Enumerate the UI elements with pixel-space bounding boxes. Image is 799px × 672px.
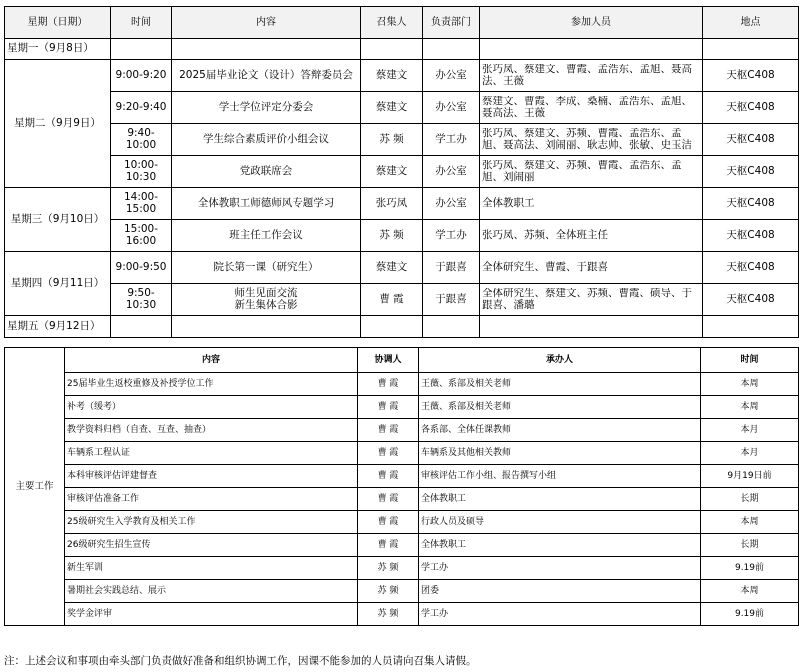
meeting-location: 天枢C408: [703, 60, 799, 92]
table-row: [5, 92, 799, 124]
meeting-time: 9:00-9:20: [111, 60, 172, 92]
meeting-convener: 苏 频: [361, 220, 423, 252]
header-content: 内容: [172, 7, 361, 39]
task-organizer: 全体教职工: [419, 534, 701, 557]
meeting-convener: 蔡建文: [361, 92, 423, 124]
task-coordinator: 曹 霞: [358, 442, 419, 465]
meeting-dept: 学工办: [423, 124, 480, 156]
table-row: [5, 465, 799, 488]
task-coordinator: 苏 频: [358, 580, 419, 603]
meeting-content: 班主任工作会议: [172, 220, 361, 252]
day-monday: 星期一（9月8日）: [5, 39, 111, 60]
meeting-convener: 苏 频: [361, 124, 423, 156]
meeting-convener: 蔡建文: [361, 252, 423, 284]
task-organizer: 团委: [419, 580, 701, 603]
tasks-header-row: [5, 348, 799, 373]
task-coordinator: 曹 霞: [358, 419, 419, 442]
task-content: 车辆系工程认证: [65, 442, 358, 465]
meeting-dept: 办公室: [423, 92, 480, 124]
task-time: 长期: [701, 488, 799, 511]
meeting-content: 院长第一课（研究生）: [172, 252, 361, 284]
meeting-convener: 蔡建文: [361, 60, 423, 92]
meeting-convener: 张巧凤: [361, 188, 423, 220]
task-time: 本周: [701, 580, 799, 603]
tasks-section-label: 主要工作: [5, 348, 65, 626]
task-coordinator: 曹 霞: [358, 465, 419, 488]
task-organizer: 学工办: [419, 603, 701, 626]
task-content: 教学资料归档（自查、互查、抽查）: [65, 419, 358, 442]
table-row: [5, 188, 799, 220]
meeting-convener: 蔡建文: [361, 156, 423, 188]
meeting-participants: 张巧凤、苏频、全体班主任: [480, 220, 703, 252]
meeting-participants: 张巧凤、蔡建文、曹霞、孟浩东、孟旭、聂高法、王薇: [480, 60, 703, 92]
meeting-time: 15:00-16:00: [111, 220, 172, 252]
tasks-header-organizer: 承办人: [419, 348, 701, 373]
meeting-dept: 于跟喜: [423, 284, 480, 316]
task-organizer: 全体教职工: [419, 488, 701, 511]
task-content: 奖学金评审: [65, 603, 358, 626]
meeting-location: 天枢C408: [703, 124, 799, 156]
meeting-participants: 全体研究生、曹霞、于跟喜: [480, 252, 703, 284]
table-row: [5, 442, 799, 465]
meeting-content: 师生见面交流 新生集体合影: [172, 284, 361, 316]
header-day: 星期（日期）: [5, 7, 111, 39]
friday-row: [5, 316, 799, 338]
meeting-participants: 张巧凤、蔡建文、苏频、曹霞、孟浩东、孟旭、刘闹丽: [480, 156, 703, 188]
task-time: 9.19前: [701, 557, 799, 580]
meeting-dept: 学工办: [423, 220, 480, 252]
meeting-location: 天枢C408: [703, 92, 799, 124]
meeting-participants: 蔡建文、曹霞、李成、桑楠、孟浩东、孟旭、聂高法、王薇: [480, 92, 703, 124]
task-coordinator: 苏 频: [358, 557, 419, 580]
meeting-time: 9:50-10:30: [111, 284, 172, 316]
task-coordinator: 曹 霞: [358, 488, 419, 511]
meeting-participants: 全体教职工: [480, 188, 703, 220]
meeting-dept: 于跟喜: [423, 252, 480, 284]
table-row: [5, 580, 799, 603]
task-organizer: 车辆系及其他相关教师: [419, 442, 701, 465]
task-time: 本月: [701, 419, 799, 442]
meeting-time: 9:40-10:00: [111, 124, 172, 156]
header-time: 时间: [111, 7, 172, 39]
header-participants: 参加人员: [480, 7, 703, 39]
task-time: 长期: [701, 534, 799, 557]
day-friday: 星期五（9月12日）: [5, 316, 111, 338]
table-row: [5, 557, 799, 580]
meeting-time: 10:00-10:30: [111, 156, 172, 188]
task-coordinator: 曹 霞: [358, 511, 419, 534]
meeting-location: 天枢C408: [703, 220, 799, 252]
task-time: 本月: [701, 442, 799, 465]
meeting-location: 天枢C408: [703, 284, 799, 316]
meeting-content: 全体教职工师德师风专题学习: [172, 188, 361, 220]
task-content: 暑期社会实践总结、展示: [65, 580, 358, 603]
meeting-content: 学士学位评定分委会: [172, 92, 361, 124]
meeting-participants: 全体研究生、蔡建文、苏频、曹霞、硕导、于跟喜、潘璐: [480, 284, 703, 316]
task-organizer: 学工办: [419, 557, 701, 580]
task-organizer: 王薇、系部及相关老师: [419, 396, 701, 419]
task-content: 本科审核评估评建督查: [65, 465, 358, 488]
task-organizer: 王薇、系部及相关老师: [419, 373, 701, 396]
task-coordinator: 苏 频: [358, 603, 419, 626]
task-content: 补考（缓考）: [65, 396, 358, 419]
tasks-header-coordinator: 协调人: [358, 348, 419, 373]
monday-row: [5, 39, 799, 60]
task-coordinator: 曹 霞: [358, 373, 419, 396]
task-content: 新生军训: [65, 557, 358, 580]
table-row: [5, 124, 799, 156]
meeting-location: 天枢C408: [703, 188, 799, 220]
main-tasks-table: [4, 347, 799, 626]
task-time: 本周: [701, 396, 799, 419]
table-row: [5, 603, 799, 626]
meeting-participants: 张巧凤、蔡建文、苏频、曹霞、孟浩东、孟旭、聂高法、刘闹丽、耿志帅、张敏、史玉洁: [480, 124, 703, 156]
day-wednesday: 星期三（9月10日）: [5, 188, 111, 252]
table-row: [5, 156, 799, 188]
meeting-convener: 曹 霞: [361, 284, 423, 316]
meeting-content: 党政联席会: [172, 156, 361, 188]
meeting-time: 9:00-9:50: [111, 252, 172, 284]
task-time: 9.19前: [701, 603, 799, 626]
day-tuesday: 星期二（9月9日）: [5, 60, 111, 188]
table-row: [5, 284, 799, 316]
meeting-time: 9:20-9:40: [111, 92, 172, 124]
meeting-location: 天枢C408: [703, 156, 799, 188]
meeting-dept: 办公室: [423, 156, 480, 188]
meeting-content: 学生综合素质评价小组会议: [172, 124, 361, 156]
task-content: 26级研究生招生宣传: [65, 534, 358, 557]
schedule-header-row: [5, 7, 799, 39]
table-row: [5, 252, 799, 284]
meeting-dept: 办公室: [423, 188, 480, 220]
meeting-schedule-table: [4, 6, 799, 338]
table-row: [5, 396, 799, 419]
table-row: [5, 534, 799, 557]
table-row: [5, 373, 799, 396]
table-row: [5, 511, 799, 534]
task-content: 审核评估准备工作: [65, 488, 358, 511]
table-row: [5, 419, 799, 442]
table-row: [5, 220, 799, 252]
header-dept: 负责部门: [423, 7, 480, 39]
tasks-header-content: 内容: [65, 348, 358, 373]
meeting-time: 14:00-15:00: [111, 188, 172, 220]
table-row: [5, 60, 799, 92]
task-organizer: 行政人员及硕导: [419, 511, 701, 534]
task-time: 本周: [701, 511, 799, 534]
day-thursday: 星期四（9月11日）: [5, 252, 111, 316]
meeting-dept: 办公室: [423, 60, 480, 92]
meeting-content: 2025届毕业论文（设计）答辩委员会: [172, 60, 361, 92]
task-coordinator: 曹 霞: [358, 534, 419, 557]
table-row: [5, 488, 799, 511]
footnote: 注：上述会议和事项由牵头部门负责做好准备和组织协调工作，因课不能参加的人员请向召集人请假。: [4, 655, 477, 667]
task-time: 本周: [701, 373, 799, 396]
header-convener: 召集人: [361, 7, 423, 39]
task-content: 25级研究生入学教育及相关工作: [65, 511, 358, 534]
task-time: 9月19日前: [701, 465, 799, 488]
task-organizer: 审核评估工作小组、报告撰写小组: [419, 465, 701, 488]
meeting-location: 天枢C408: [703, 252, 799, 284]
task-organizer: 各系部、全体任课教师: [419, 419, 701, 442]
header-location: 地点: [703, 7, 799, 39]
task-coordinator: 曹 霞: [358, 396, 419, 419]
tasks-header-time: 时间: [701, 348, 799, 373]
task-content: 25届毕业生返校重修及补授学位工作: [65, 373, 358, 396]
